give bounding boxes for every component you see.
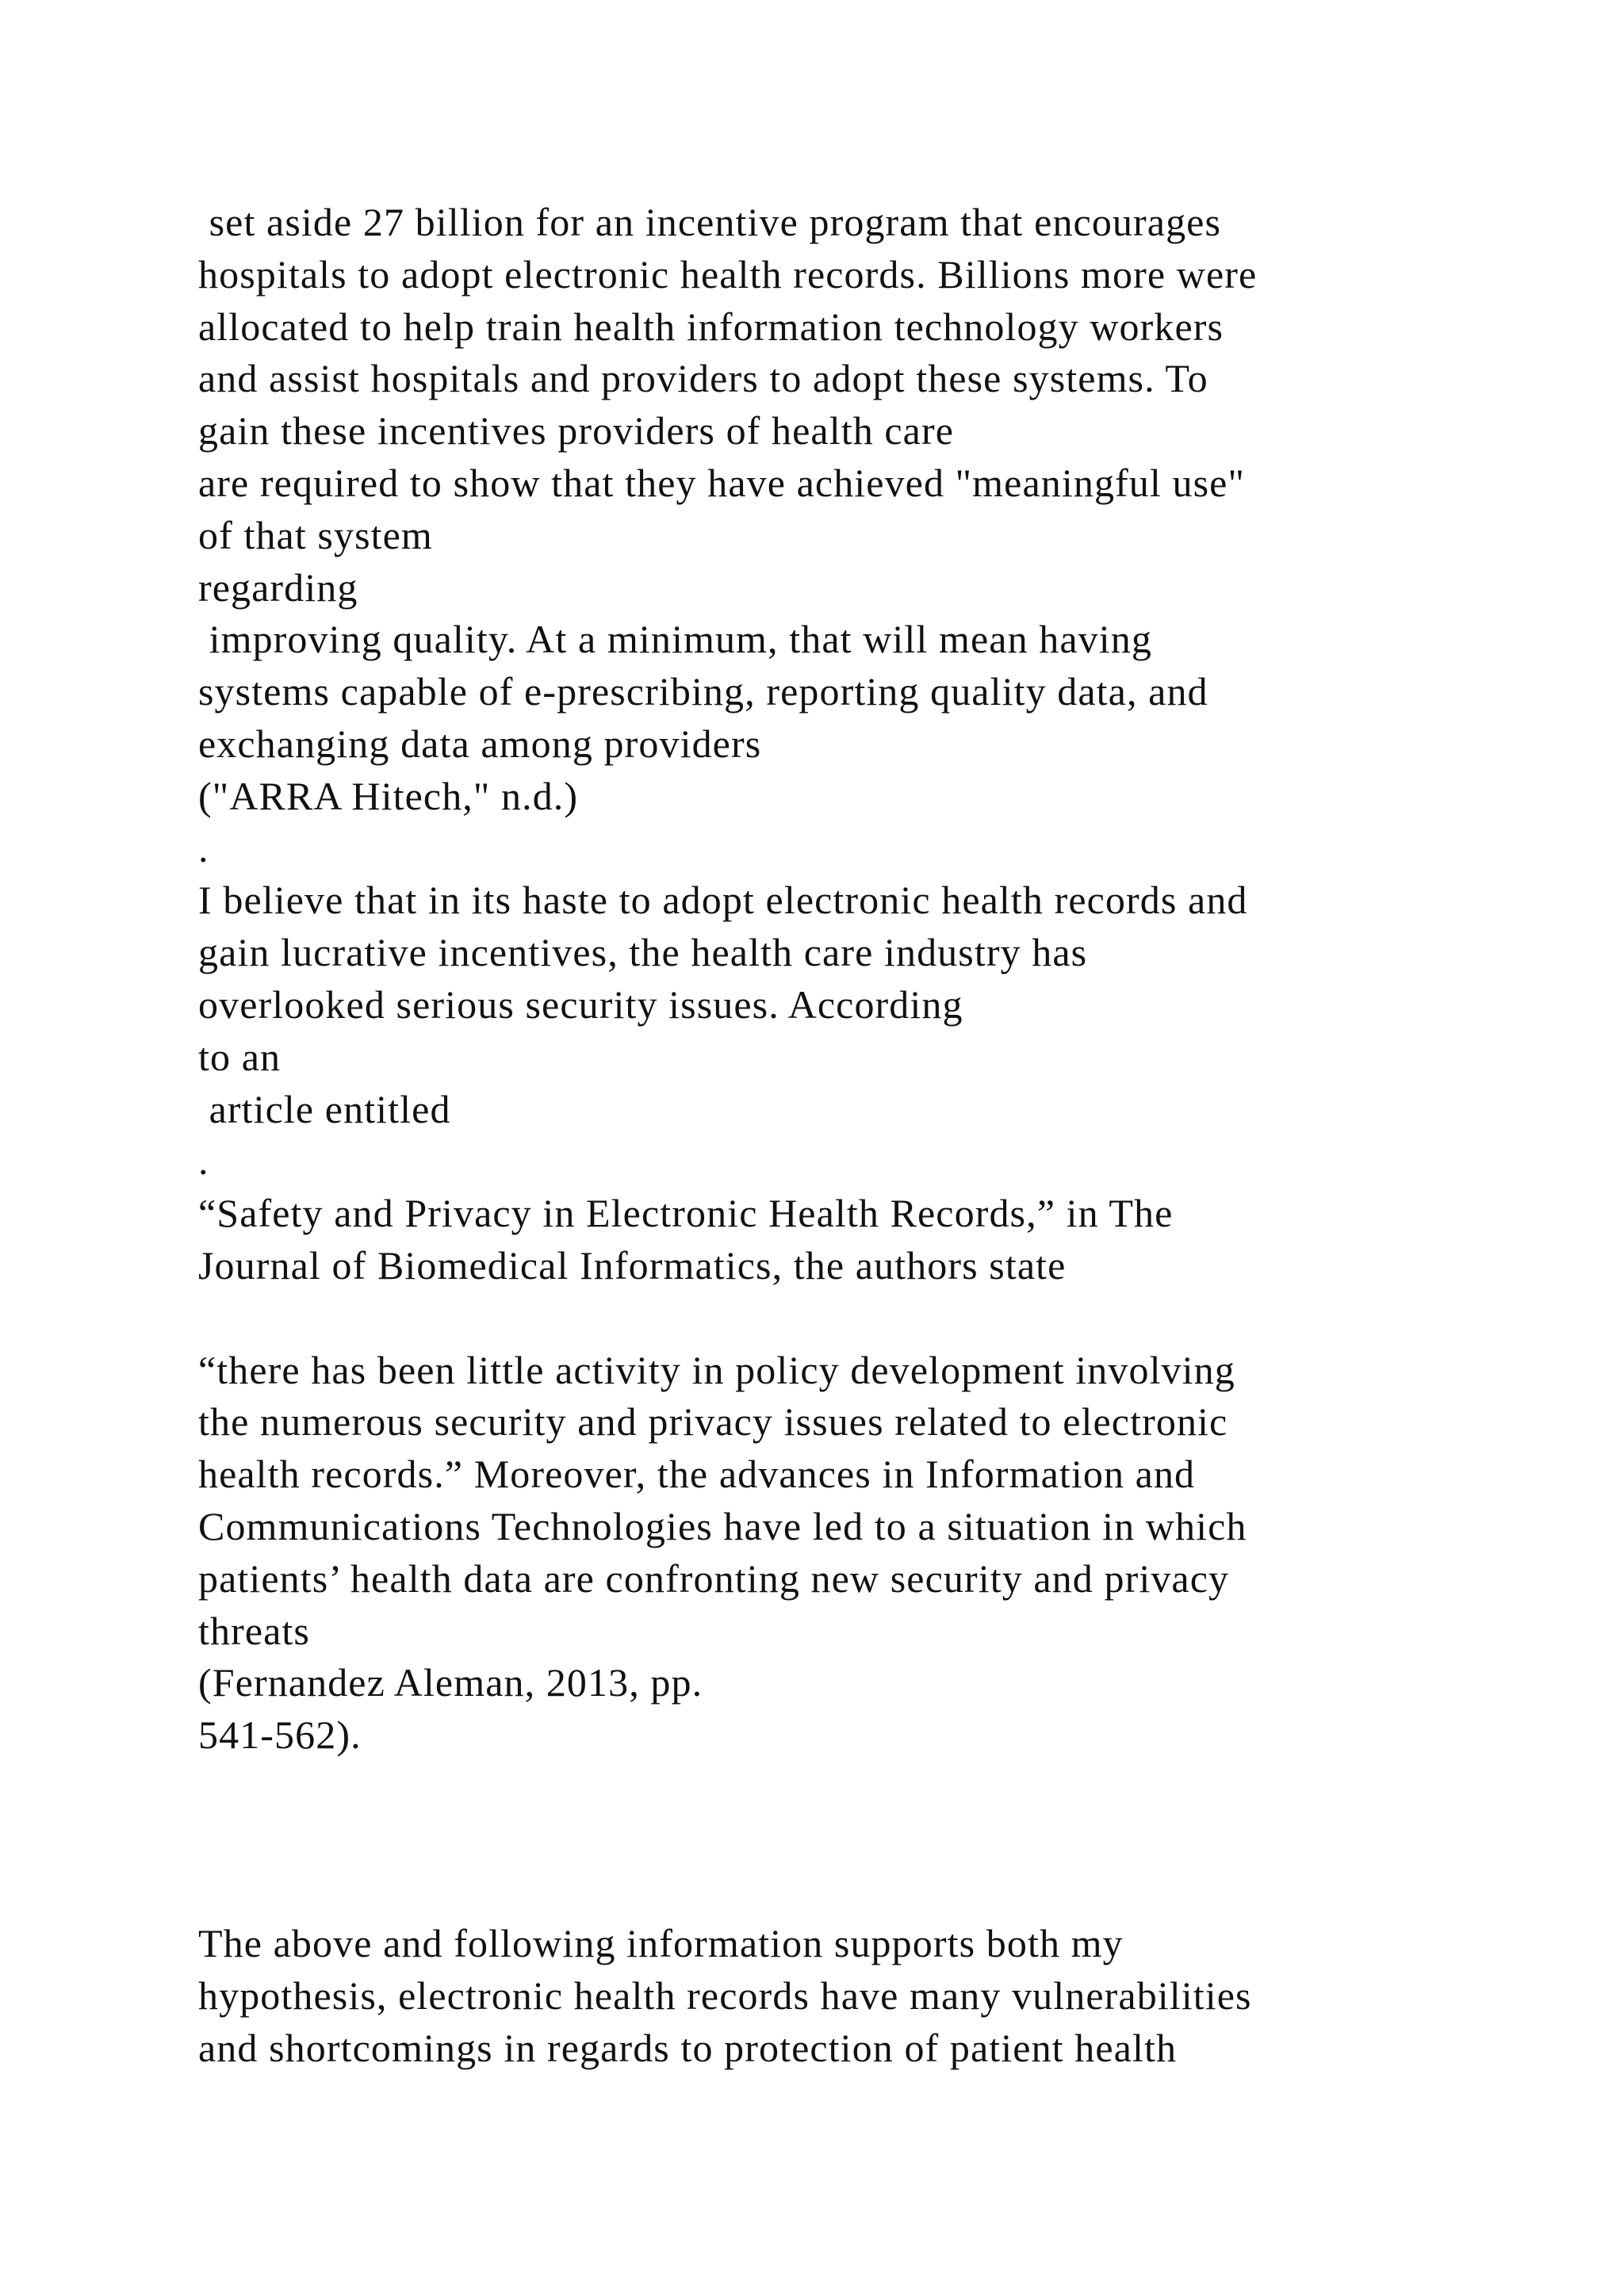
text-line: Communications Technologies have led to a situation in which [198,1503,1247,1548]
text-line: gain lucrative incentives, the health care industry has [198,930,1088,975]
text-line: . [198,1138,209,1184]
blank-line [198,1292,1546,1345]
blank-line [198,1814,1546,1866]
text-line: systems capable of e-prescribing, reporting quality data, and [198,669,1208,714]
blank-line [198,1866,1546,1919]
text-line: Journal of Biomedical Informatics, the authors state [198,1242,1067,1288]
text-line: exchanging data among providers [198,721,762,766]
blank-line [198,1762,1546,1814]
text-line: set aside 27 billion for an incentive program that encourages [198,200,1222,244]
text-line: threats [198,1608,310,1653]
text-line: of that system [198,512,433,557]
citation-line: ("ARRA Hitech," n.d.) [198,773,579,818]
text-line: hypothesis, electronic health records have many vulnerabilities [198,1973,1252,2019]
document-body [198,197,1546,2075]
text-line: allocated to help train health information technology workers [198,304,1224,349]
text-line: overlooked serious security issues. According [198,982,963,1027]
quote-line: the numerous security and privacy issues related to electronic [198,1399,1228,1445]
text-line: and assist hospitals and providers to adopt these systems. To [198,356,1208,401]
quote-line: “there has been little activity in policy development involving [198,1347,1235,1392]
text-line: article entitled [198,1086,451,1131]
text-line: I believe that in its haste to adopt electronic health records and [198,878,1248,923]
citation-line: 541-562). [198,1712,362,1758]
text-line: health records.” Moreover, the advances in Information and [198,1452,1196,1497]
text-line: “Safety and Privacy in Electronic Health Records,” in The [198,1191,1174,1236]
text-line: and shortcomings in regards to protection of patient health [198,2025,1178,2070]
citation-line: (Fernandez Aleman, 2013, pp. [198,1660,703,1705]
text-line: The above and following information supports both my [198,1921,1124,1966]
text-line: . [198,825,209,871]
text-line: gain these incentives providers of health care [198,408,955,453]
text-line: regarding [198,564,358,610]
text-line: improving quality. At a minimum, that will mean having [198,617,1152,662]
text-line: are required to show that they have achieved "meaningful use" [198,460,1245,505]
text-line: to an [198,1034,282,1079]
text-line: hospitals to adopt electronic health records. Billions more were [198,251,1258,297]
text-line: patients’ health data are confronting new security and privacy [198,1556,1230,1601]
